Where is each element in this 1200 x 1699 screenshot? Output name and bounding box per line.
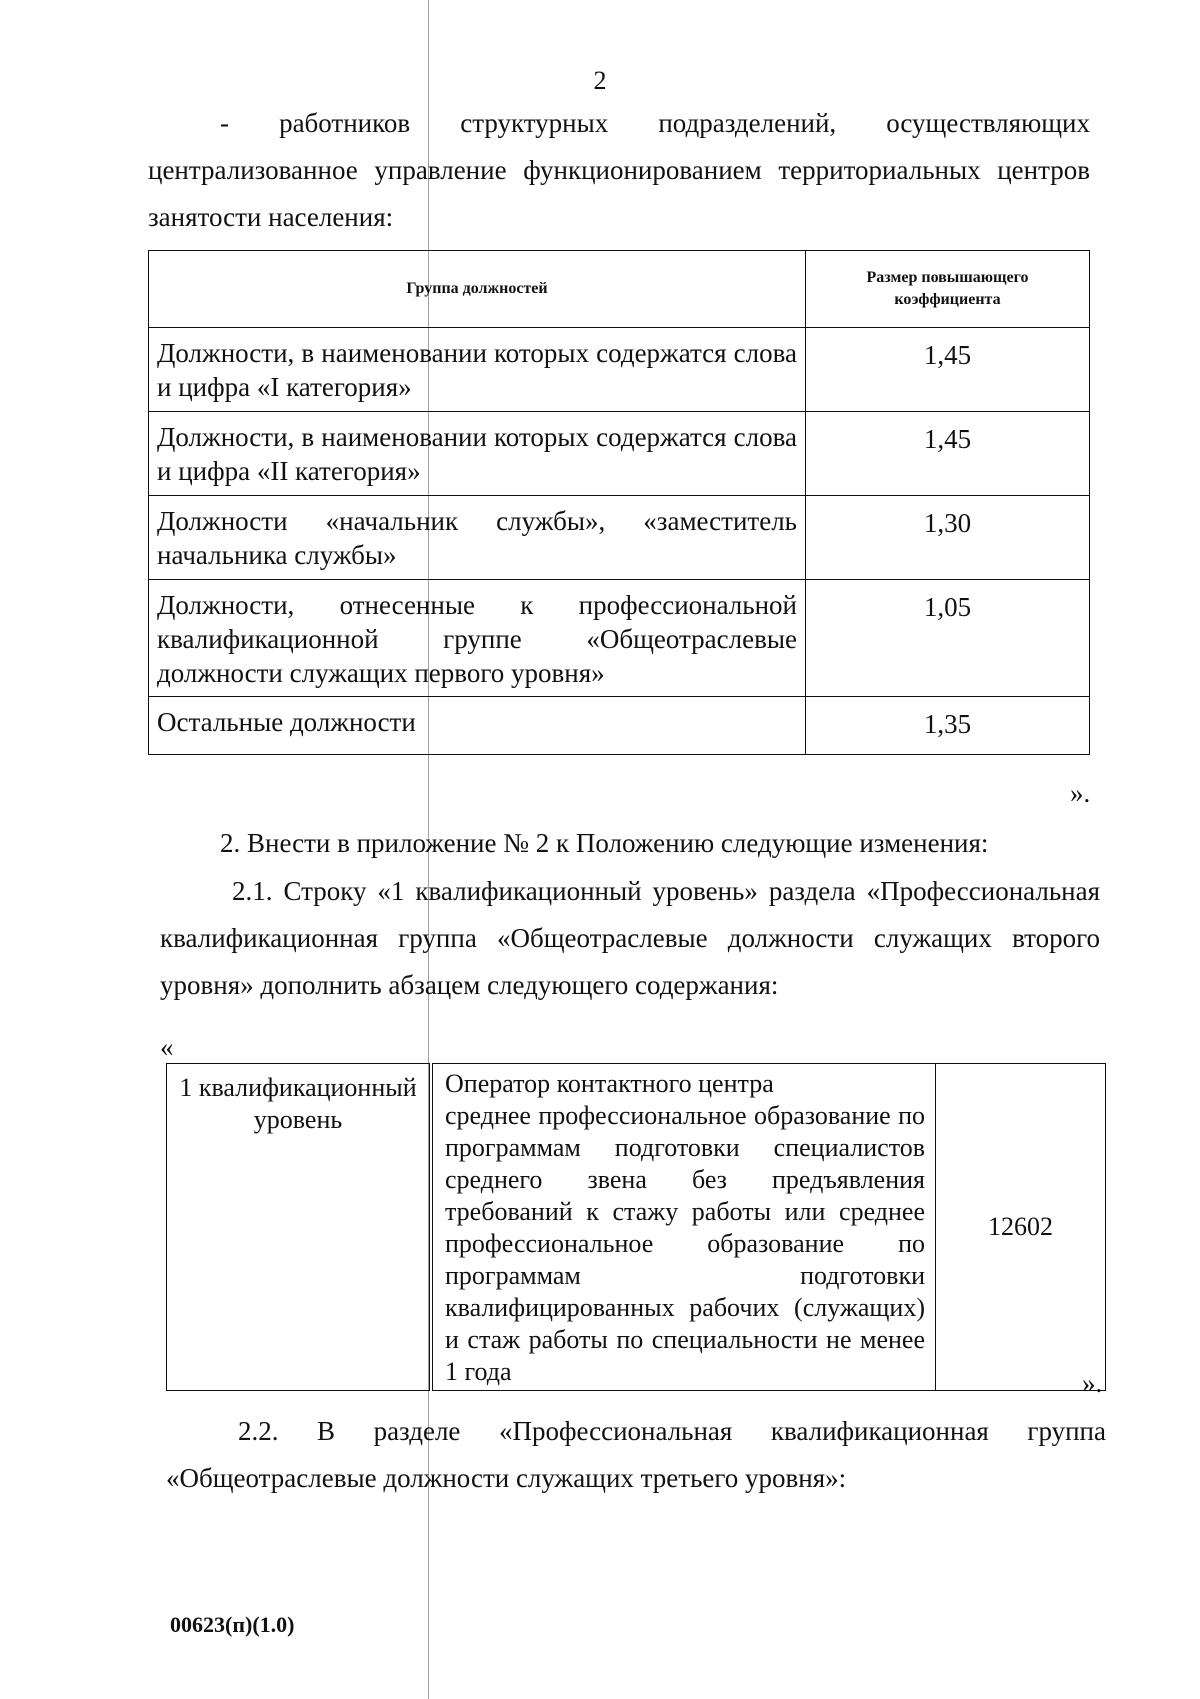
item-2-2: 2.2. В разделе «Профессиональная квалификационная группа «Общеотраслевые должности служащих третьего уровня»: [166, 1416, 1106, 1493]
header-coefficient: Размер повышающего коэффициента [806, 251, 1090, 328]
coef-cell: 1,30 [806, 496, 1090, 580]
qualification-level-cell: 1 квалификационный уровень [167, 1064, 432, 1391]
coef-cell: 1,45 [806, 328, 1090, 412]
salary-cell: 12602 [936, 1064, 1106, 1391]
table-row [149, 328, 1090, 412]
table1-close-quote: ». [1070, 778, 1091, 808]
coefficient-table [148, 250, 1090, 755]
table2-open-quote: « [160, 1032, 174, 1062]
qualification-table [166, 1063, 1106, 1391]
position-description-cell [431, 1064, 936, 1391]
item-2-1: 2.1. Строку «1 квалификационный уровень» раздела «Профессиональная квалификационная группа «Общеотраслевые должности служащих второго уровня» дополнить абзацем следующего содержания: [160, 876, 1100, 1000]
group-cell: Должности, отнесенные к профессиональной квалификационной группе «Общеотраслевые должности служащих первого уровня» [149, 580, 806, 697]
coef-cell: 1,05 [806, 580, 1090, 697]
document-code: 00623(п)(1.0) [170, 1612, 295, 1637]
group-cell: Должности, в наименовании которых содержатся слова и цифра «I категория» [149, 328, 806, 412]
header-group: Группа должностей [149, 251, 806, 328]
table-row [149, 412, 1090, 496]
coef-cell: 1,45 [806, 412, 1090, 496]
table-row [149, 697, 1090, 755]
item-2: 2. Внести в приложение № 2 к Положению следующие изменения: [220, 828, 989, 858]
table-row [149, 496, 1090, 580]
group-cell: Должности «начальник службы», «заместитель начальника службы» [149, 496, 806, 580]
intro-paragraph: - работников структурных подразделений, осуществляющих централизованное управление функционированием территориальных центров занятости населения: [148, 108, 1090, 232]
table-row [167, 1064, 1106, 1391]
group-cell: Остальные должности [149, 697, 806, 755]
position-title: Оператор контактного центра [445, 1069, 774, 1098]
table-row [149, 580, 1090, 697]
group-cell: Должности, в наименовании которых содержатся слова и цифра «II категория» [149, 412, 806, 496]
coef-cell: 1,35 [806, 697, 1090, 755]
position-requirements: среднее профессиональное образование по программам подготовки специалистов среднего звена без предъявления требований к стажу работы или среднее профессиональное образование по программам подготовки квалифицированных рабочих (служащих) и стаж работы по специальности не менее 1 года [445, 1101, 925, 1386]
table2-close-quote: ». [1082, 1368, 1103, 1398]
page-number: 2 [593, 66, 607, 95]
